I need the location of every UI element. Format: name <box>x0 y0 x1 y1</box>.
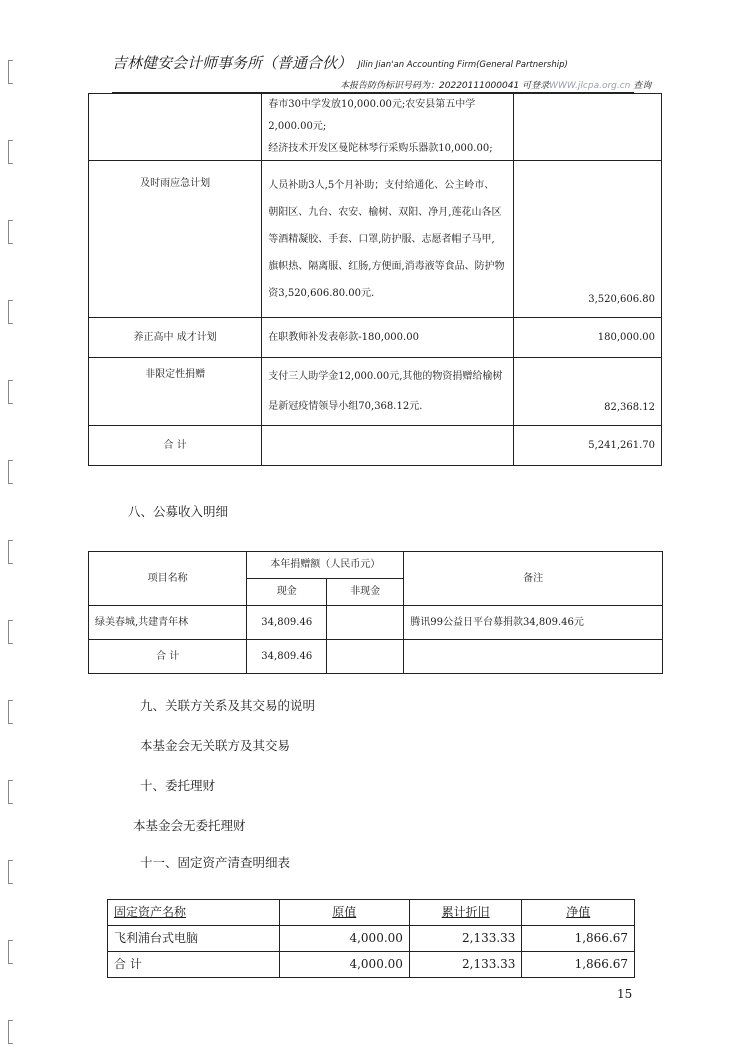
fixed-assets-table <box>107 899 635 978</box>
table-cell <box>89 94 262 161</box>
binding-mark <box>8 700 13 724</box>
table-row <box>108 900 635 926</box>
table-header: 原值 <box>279 900 409 926</box>
table-cell: 合 计 <box>108 952 280 978</box>
binding-mark <box>8 940 13 964</box>
table-header: 非现金 <box>327 579 404 606</box>
table-cell: 4,000.00 <box>279 926 409 952</box>
table-cell: 180,000.00 <box>513 318 661 358</box>
table-header: 累计折旧 <box>409 900 522 926</box>
table-cell: 2,133.33 <box>409 926 522 952</box>
table-cell: 飞利浦台式电脑 <box>108 926 280 952</box>
section-title: 九、关联方关系及其交易的说明 <box>140 698 316 713</box>
binding-mark <box>8 780 13 804</box>
table-header: 本年捐赠额（人民币元） <box>247 552 404 579</box>
table-cell: 34,809.46 <box>247 606 327 640</box>
table-row <box>89 94 662 161</box>
table-cell: 腾讯99公益日平台募捐款34,809.46元 <box>404 606 663 640</box>
verify-suffix: 查询 <box>633 81 652 91</box>
table-cell: 34,809.46 <box>247 640 327 674</box>
page-number: 15 <box>617 987 633 1001</box>
table-cell: 春市30中学发放10,000.00元;农安县第五中学2,000.00元; 经济技术开发区曼陀林琴行采购乐器款10,000.00; <box>262 94 513 161</box>
table-cell <box>327 606 404 640</box>
table-cell: 合 计 <box>89 426 262 466</box>
verify-prefix: 可登录 <box>522 81 550 91</box>
binding-mark <box>8 460 13 484</box>
table-header: 备注 <box>404 552 663 606</box>
section-body: 本基金会无关联方及其交易 <box>140 738 291 753</box>
table-cell: 5,241,261.70 <box>513 426 661 466</box>
table-row <box>89 552 663 579</box>
table-row <box>89 640 663 674</box>
binding-mark <box>8 220 13 244</box>
table-cell: 合 计 <box>89 640 247 674</box>
table-cell: 人员补助3人,5个月补助；支付给通化、公主岭市、 朝阳区、九台、农安、榆树、双阳、净月,莲花山各区 等酒精凝胶、手套、口罩,防护服、志愿者帽子马甲, 旗帜热、隔离服、红肠,方便面,消毒液等食品、防护物 资3,520,606.80.00元. <box>262 161 513 318</box>
table-cell: 在职教师补发表彰款-180,000.00 <box>262 318 513 358</box>
verify-url: WWW.jlcpa.org.cn <box>549 81 631 91</box>
table-cell <box>262 426 513 466</box>
table-header: 项目名称 <box>89 552 247 606</box>
table-cell: 2,133.33 <box>409 952 522 978</box>
binding-mark <box>8 140 13 164</box>
section-title: 八、公募收入明细 <box>128 504 229 519</box>
verification-line <box>340 78 651 91</box>
firm-name-en: Jilin Jian'an Accounting Firm(General Partnership) <box>358 60 568 70</box>
binding-mark <box>8 1020 13 1044</box>
table-header: 现金 <box>247 579 327 606</box>
table-cell: 支付三人助学金12,000.00元,其他的物资捐赠给榆树 是新冠疫情领导小组70,368.12元. <box>262 358 513 426</box>
section-body: 本基金会无委托理财 <box>133 818 246 833</box>
binding-mark <box>8 60 13 84</box>
table-cell <box>513 94 661 161</box>
firm-name-cn: 吉林健安会计师事务所（普通合伙） <box>112 54 353 72</box>
table-cell: 及时雨应急计划 <box>89 161 262 318</box>
table-row <box>89 318 662 358</box>
binding-mark <box>8 620 13 644</box>
table-cell: 1,866.67 <box>522 926 635 952</box>
table-cell <box>404 640 663 674</box>
table-row <box>89 161 662 318</box>
table-row <box>108 952 635 978</box>
binding-mark <box>8 860 13 884</box>
table-cell: 养正高中 成才计划 <box>89 318 262 358</box>
expenditure-table <box>88 93 662 466</box>
table-cell: 非限定性捐赠 <box>89 358 262 426</box>
binding-mark <box>8 300 13 324</box>
table-cell: 绿美春城,共建青年林 <box>89 606 247 640</box>
table-header: 净值 <box>522 900 635 926</box>
table-cell: 4,000.00 <box>279 952 409 978</box>
section-title: 十一、固定资产清查明细表 <box>140 855 291 870</box>
public-fundraising-table <box>88 551 663 674</box>
table-row <box>89 358 662 426</box>
binding-mark <box>8 540 13 564</box>
table-cell: 82,368.12 <box>513 358 661 426</box>
code-number: 20220111000041 <box>439 81 520 91</box>
table-header: 固定资产名称 <box>108 900 280 926</box>
table-row <box>89 606 663 640</box>
table-row <box>89 426 662 466</box>
code-label: 本报告防伪标识号码为： <box>340 81 440 91</box>
table-cell: 1,866.67 <box>522 952 635 978</box>
binding-mark <box>8 380 13 404</box>
section-title: 十、委托理财 <box>140 778 216 793</box>
table-cell <box>327 640 404 674</box>
table-row <box>108 926 635 952</box>
table-cell: 3,520,606.80 <box>513 161 661 318</box>
